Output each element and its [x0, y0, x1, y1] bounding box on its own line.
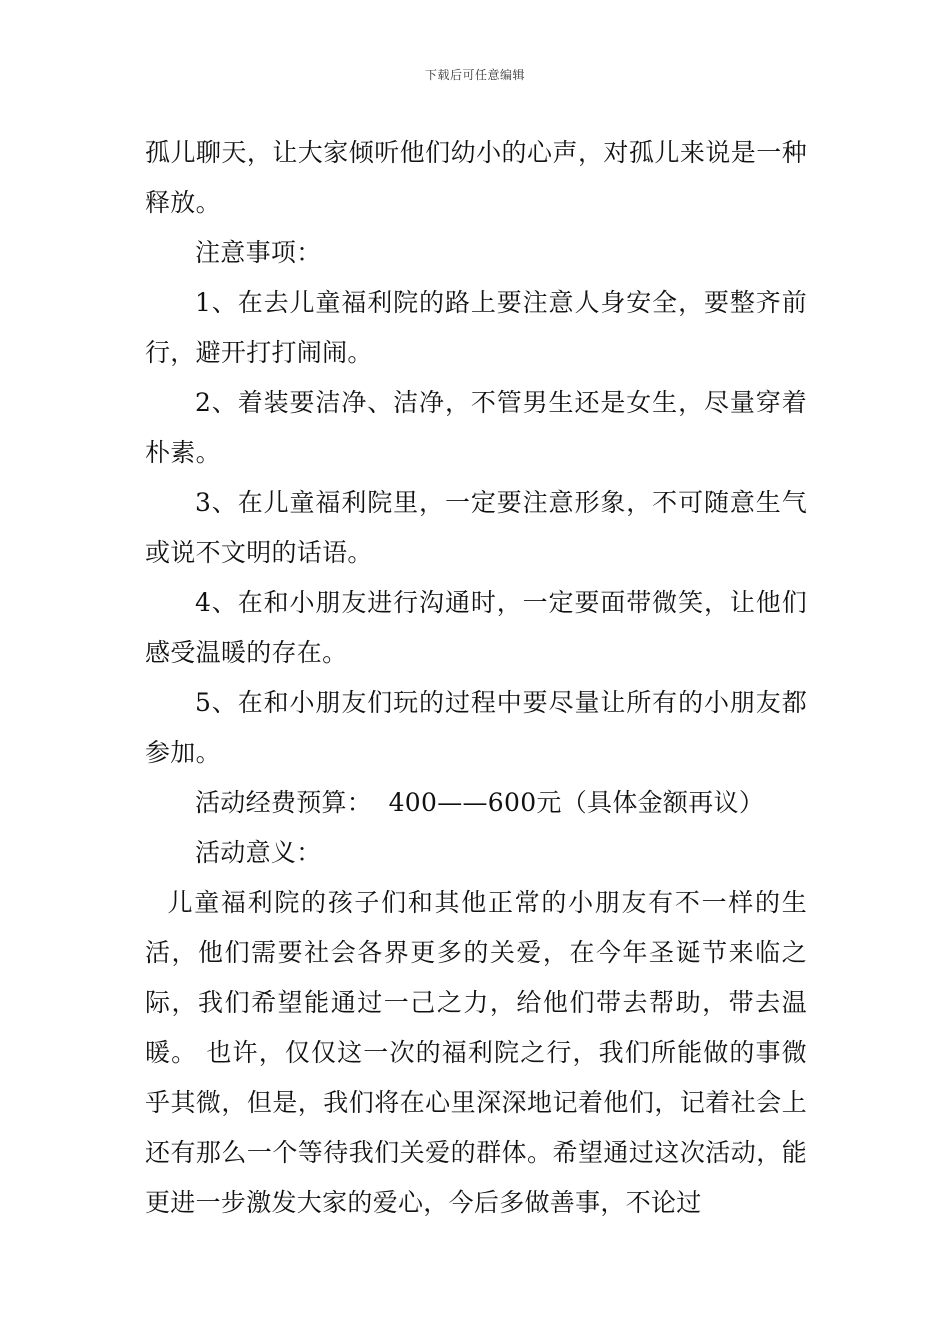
heading-notes: 注意事项： — [195, 238, 322, 267]
note-item-5: 5、在和小朋友们玩的过程中要尽量让所有的小朋友都参加。 — [145, 688, 807, 767]
note-item-1: 1、在去儿童福利院的路上要注意人身安全，要整齐前行，避开打打闹闹。 — [145, 288, 807, 367]
header-note: 下载后可任意编辑 — [424, 68, 525, 82]
paragraph-continuation: 孤儿聊天，让大家倾听他们幼小的心声，对孤儿来说是一种释放。 — [145, 138, 807, 217]
note-item-2: 2、着装要洁净、洁净，不管男生还是女生，尽量穿着朴素。 — [145, 388, 807, 467]
note-item-4: 4、在和小朋友进行沟通时，一定要面带微笑，让他们感受温暖的存在。 — [145, 588, 807, 667]
budget-line: 活动经费预算： 400——600元（具体金额再议） — [195, 788, 765, 817]
document-body — [145, 128, 807, 1228]
note-item-3: 3、在儿童福利院里，一定要注意形象，不可随意生气或说不文明的话语。 — [145, 488, 807, 567]
significance-paragraph: 儿童福利院的孩子们和其他正常的小朋友有不一样的生活，他们需要社会各界更多的关爱，在今年圣诞节来临之际，我们希望能通过一己之力，给他们带去帮助，带去温暖。 也许，仅仅这一次的福利院之行，我们所能做的事微乎其微，但是，我们将在心里深深地记着他们，记着社会上还有那么一个等待我们关爱的群体。希望通过这次活动，能更进一步激发大家的爱心，今后多做善事，不论过 — [145, 888, 807, 1217]
heading-significance: 活动意义： — [195, 838, 322, 867]
